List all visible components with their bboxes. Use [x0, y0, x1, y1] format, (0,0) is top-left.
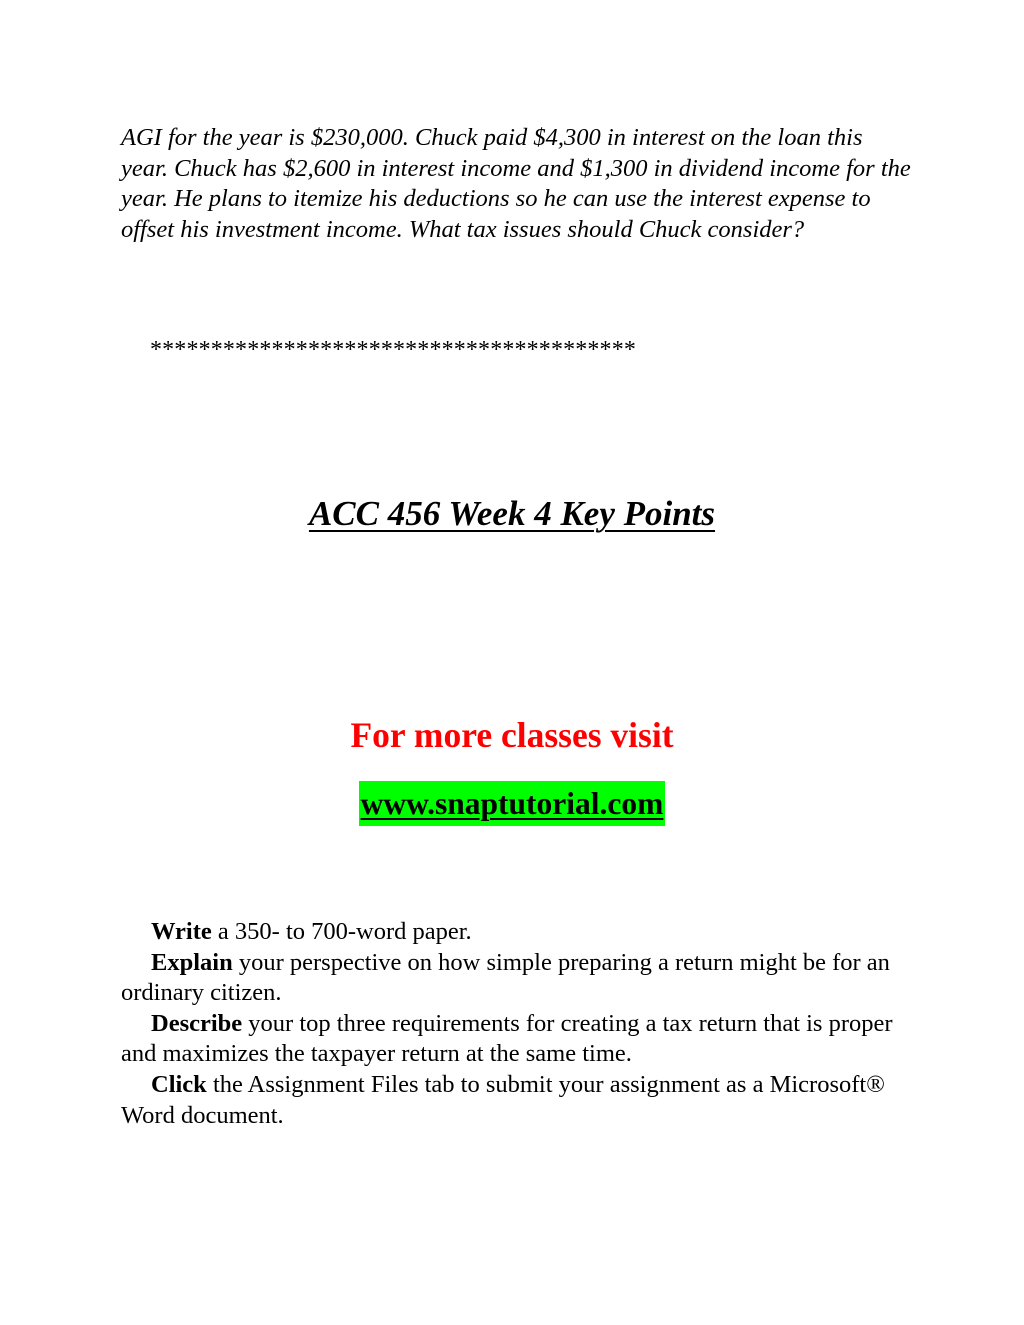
- step-text: a 350- to 700-word paper.: [211, 918, 472, 945]
- step-write: [121, 917, 911, 948]
- url-container: [0, 781, 1024, 826]
- step-keyword: Click: [151, 1070, 207, 1098]
- visit-text: For more classes visit: [350, 715, 674, 755]
- separator-stars: ****************************************: [150, 337, 636, 363]
- step-text: your perspective on how simple preparing a return might be for an ordinary citizen.: [121, 948, 890, 1007]
- step-keyword: Explain: [151, 948, 233, 976]
- step-keyword: Describe: [151, 1009, 243, 1037]
- step-describe: [121, 1009, 911, 1070]
- step-explain: [121, 948, 911, 1009]
- intro-paragraph: [121, 123, 911, 245]
- snaptutorial-link[interactable]: www.snaptutorial.com: [359, 781, 666, 826]
- page-title: ACC 456 Week 4 Key Points: [308, 494, 716, 533]
- step-click: [121, 1070, 911, 1131]
- step-text: the Assignment Files tab to submit your assignment as a Microsoft® Word document.: [121, 1070, 885, 1129]
- assignment-steps: [121, 917, 911, 1131]
- step-keyword: Write: [151, 918, 212, 945]
- intro-text: AGI for the year is $230,000. Chuck paid $4,300 in interest on the loan this year. Chuck has $2,600 in interest income and $1,300 in dividend income for the year. He plans to itemize his deductions so he can use the interest expense to offset his investment income. What tax issues should Chuck consider?: [121, 124, 911, 243]
- step-text: your top three requirements for creating a tax return that is proper and maximizes the taxpayer return at the same time.: [121, 1009, 893, 1068]
